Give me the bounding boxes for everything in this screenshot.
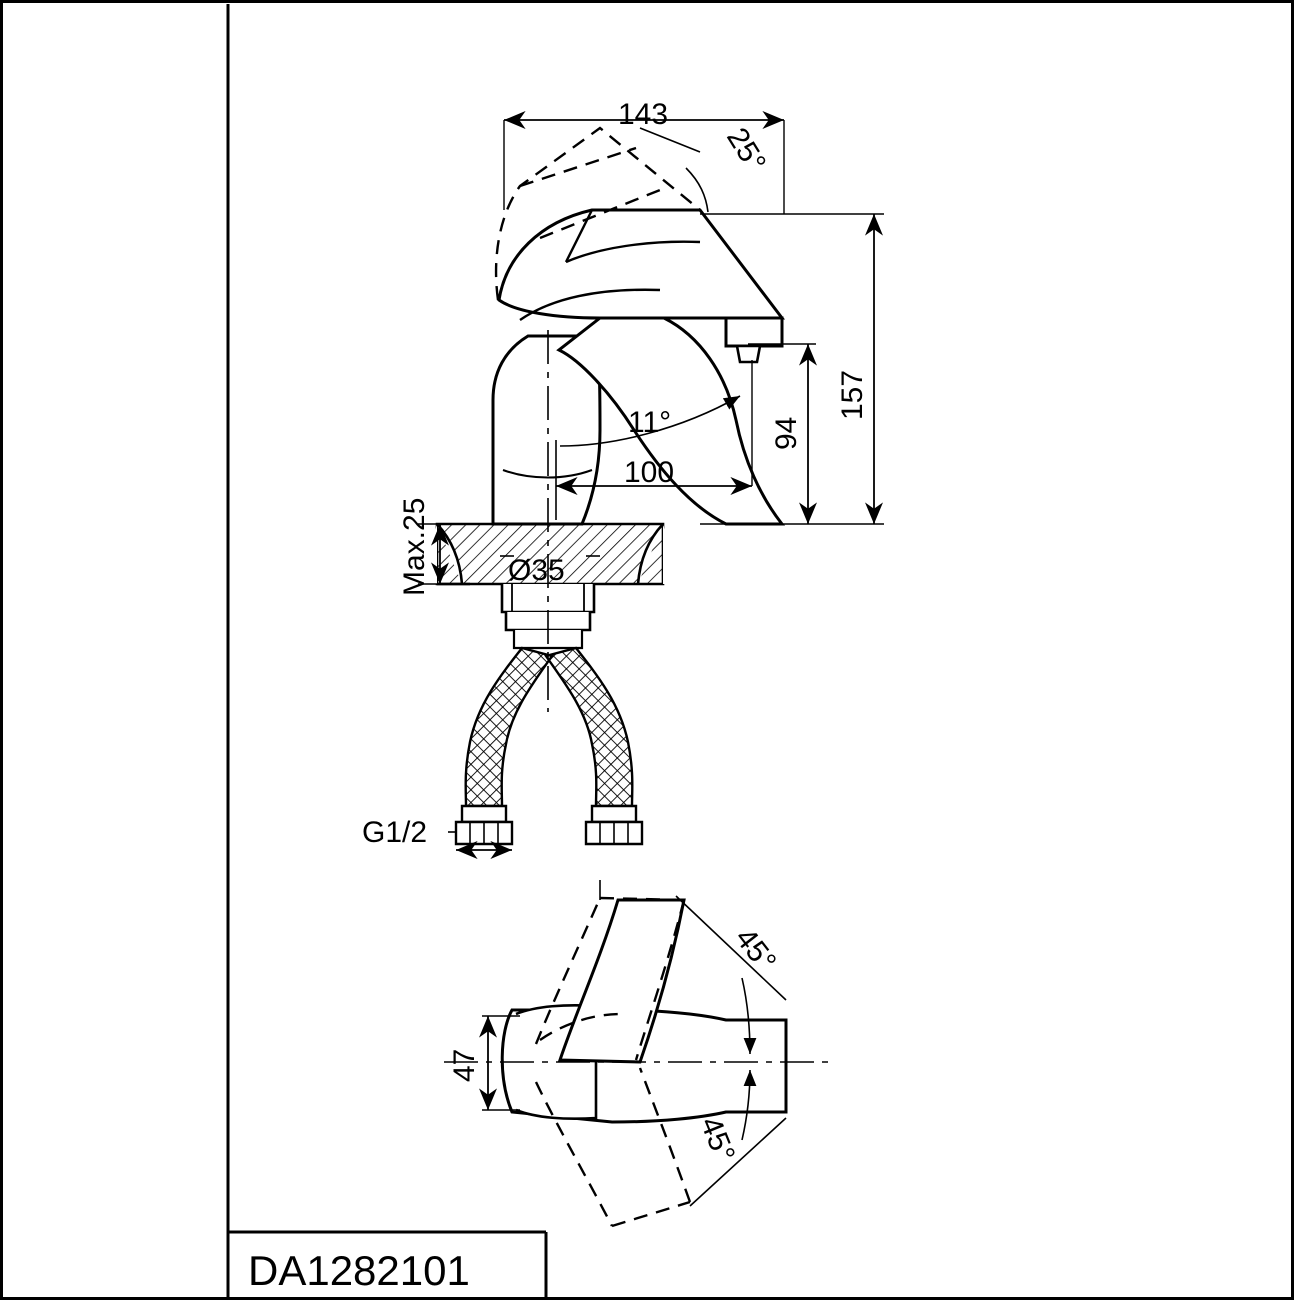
title-block <box>228 4 546 1300</box>
label-angle-45-bottom: 45° <box>693 1112 742 1167</box>
label-143: 143 <box>618 98 669 131</box>
label-angle-11: 11° <box>628 406 672 439</box>
flexible-hoses <box>466 648 633 806</box>
label-angle-45-top: 45° <box>728 921 783 979</box>
label-hole-dia: Ø35 <box>508 554 565 587</box>
top-plan-view <box>444 880 836 1226</box>
label-angle-25: 25° <box>720 122 773 179</box>
hose-connectors <box>456 806 642 844</box>
label-100: 100 <box>624 456 675 489</box>
label-max25: Max.25 <box>398 497 431 596</box>
label-47: 47 <box>448 1048 481 1082</box>
model-code-label: DA1282101 <box>248 1247 470 1294</box>
label-g12: G1/2 <box>362 816 428 849</box>
label-157: 157 <box>836 369 869 420</box>
label-94: 94 <box>770 416 803 450</box>
